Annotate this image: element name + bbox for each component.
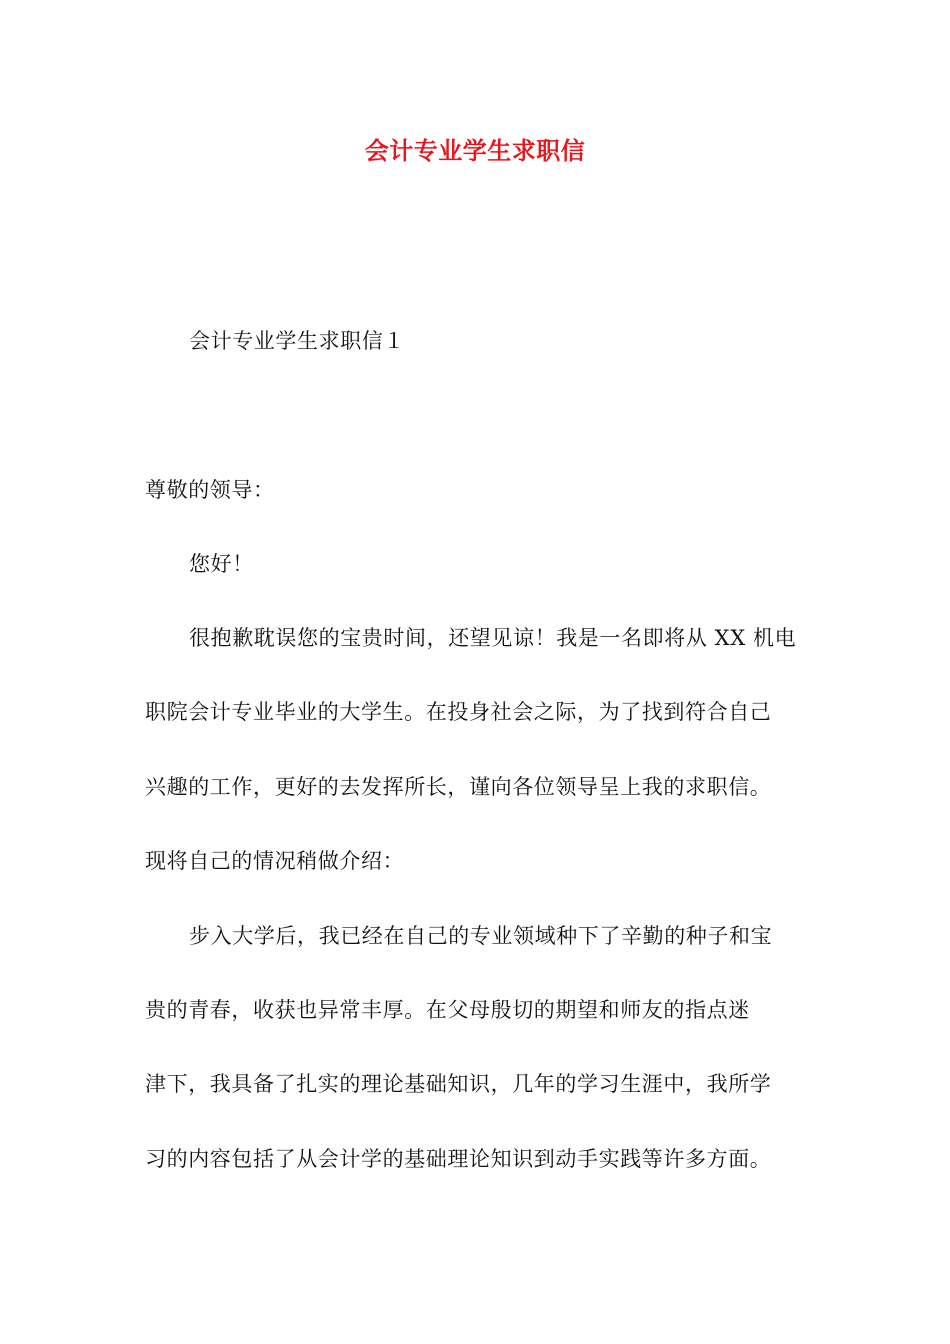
greeting: 您好！ (189, 552, 254, 576)
salutation: 尊敬的领导： (145, 478, 275, 502)
document-title: 会计专业学生求职信 (364, 136, 586, 165)
letter-subtitle: 会计专业学生求职信１ (189, 329, 405, 353)
body-line: 很抱歉耽误您的宝贵时间，还望见谅！我是一名即将从 XX 机电 (189, 626, 797, 650)
body-line: 津下，我具备了扎实的理论基础知识，几年的学习生涯中，我所学 (145, 1072, 772, 1096)
body-line: 现将自己的情况稍做介绍： (145, 849, 405, 873)
body-line: 兴趣的工作，更好的去发挥所长，谨向各位领导呈上我的求职信。 (145, 775, 772, 799)
body-line: 贵的青春，收获也异常丰厚。在父母殷切的期望和师友的指点迷 (145, 998, 750, 1022)
body-line: 职院会计专业毕业的大学生。在投身社会之际，为了找到符合自己 (145, 700, 772, 724)
body-line: 习的内容包括了从会计学的基础理论知识到动手实践等许多方面。 (145, 1147, 772, 1171)
body-line: 步入大学后，我已经在自己的专业领域种下了辛勤的种子和宝 (189, 924, 773, 948)
